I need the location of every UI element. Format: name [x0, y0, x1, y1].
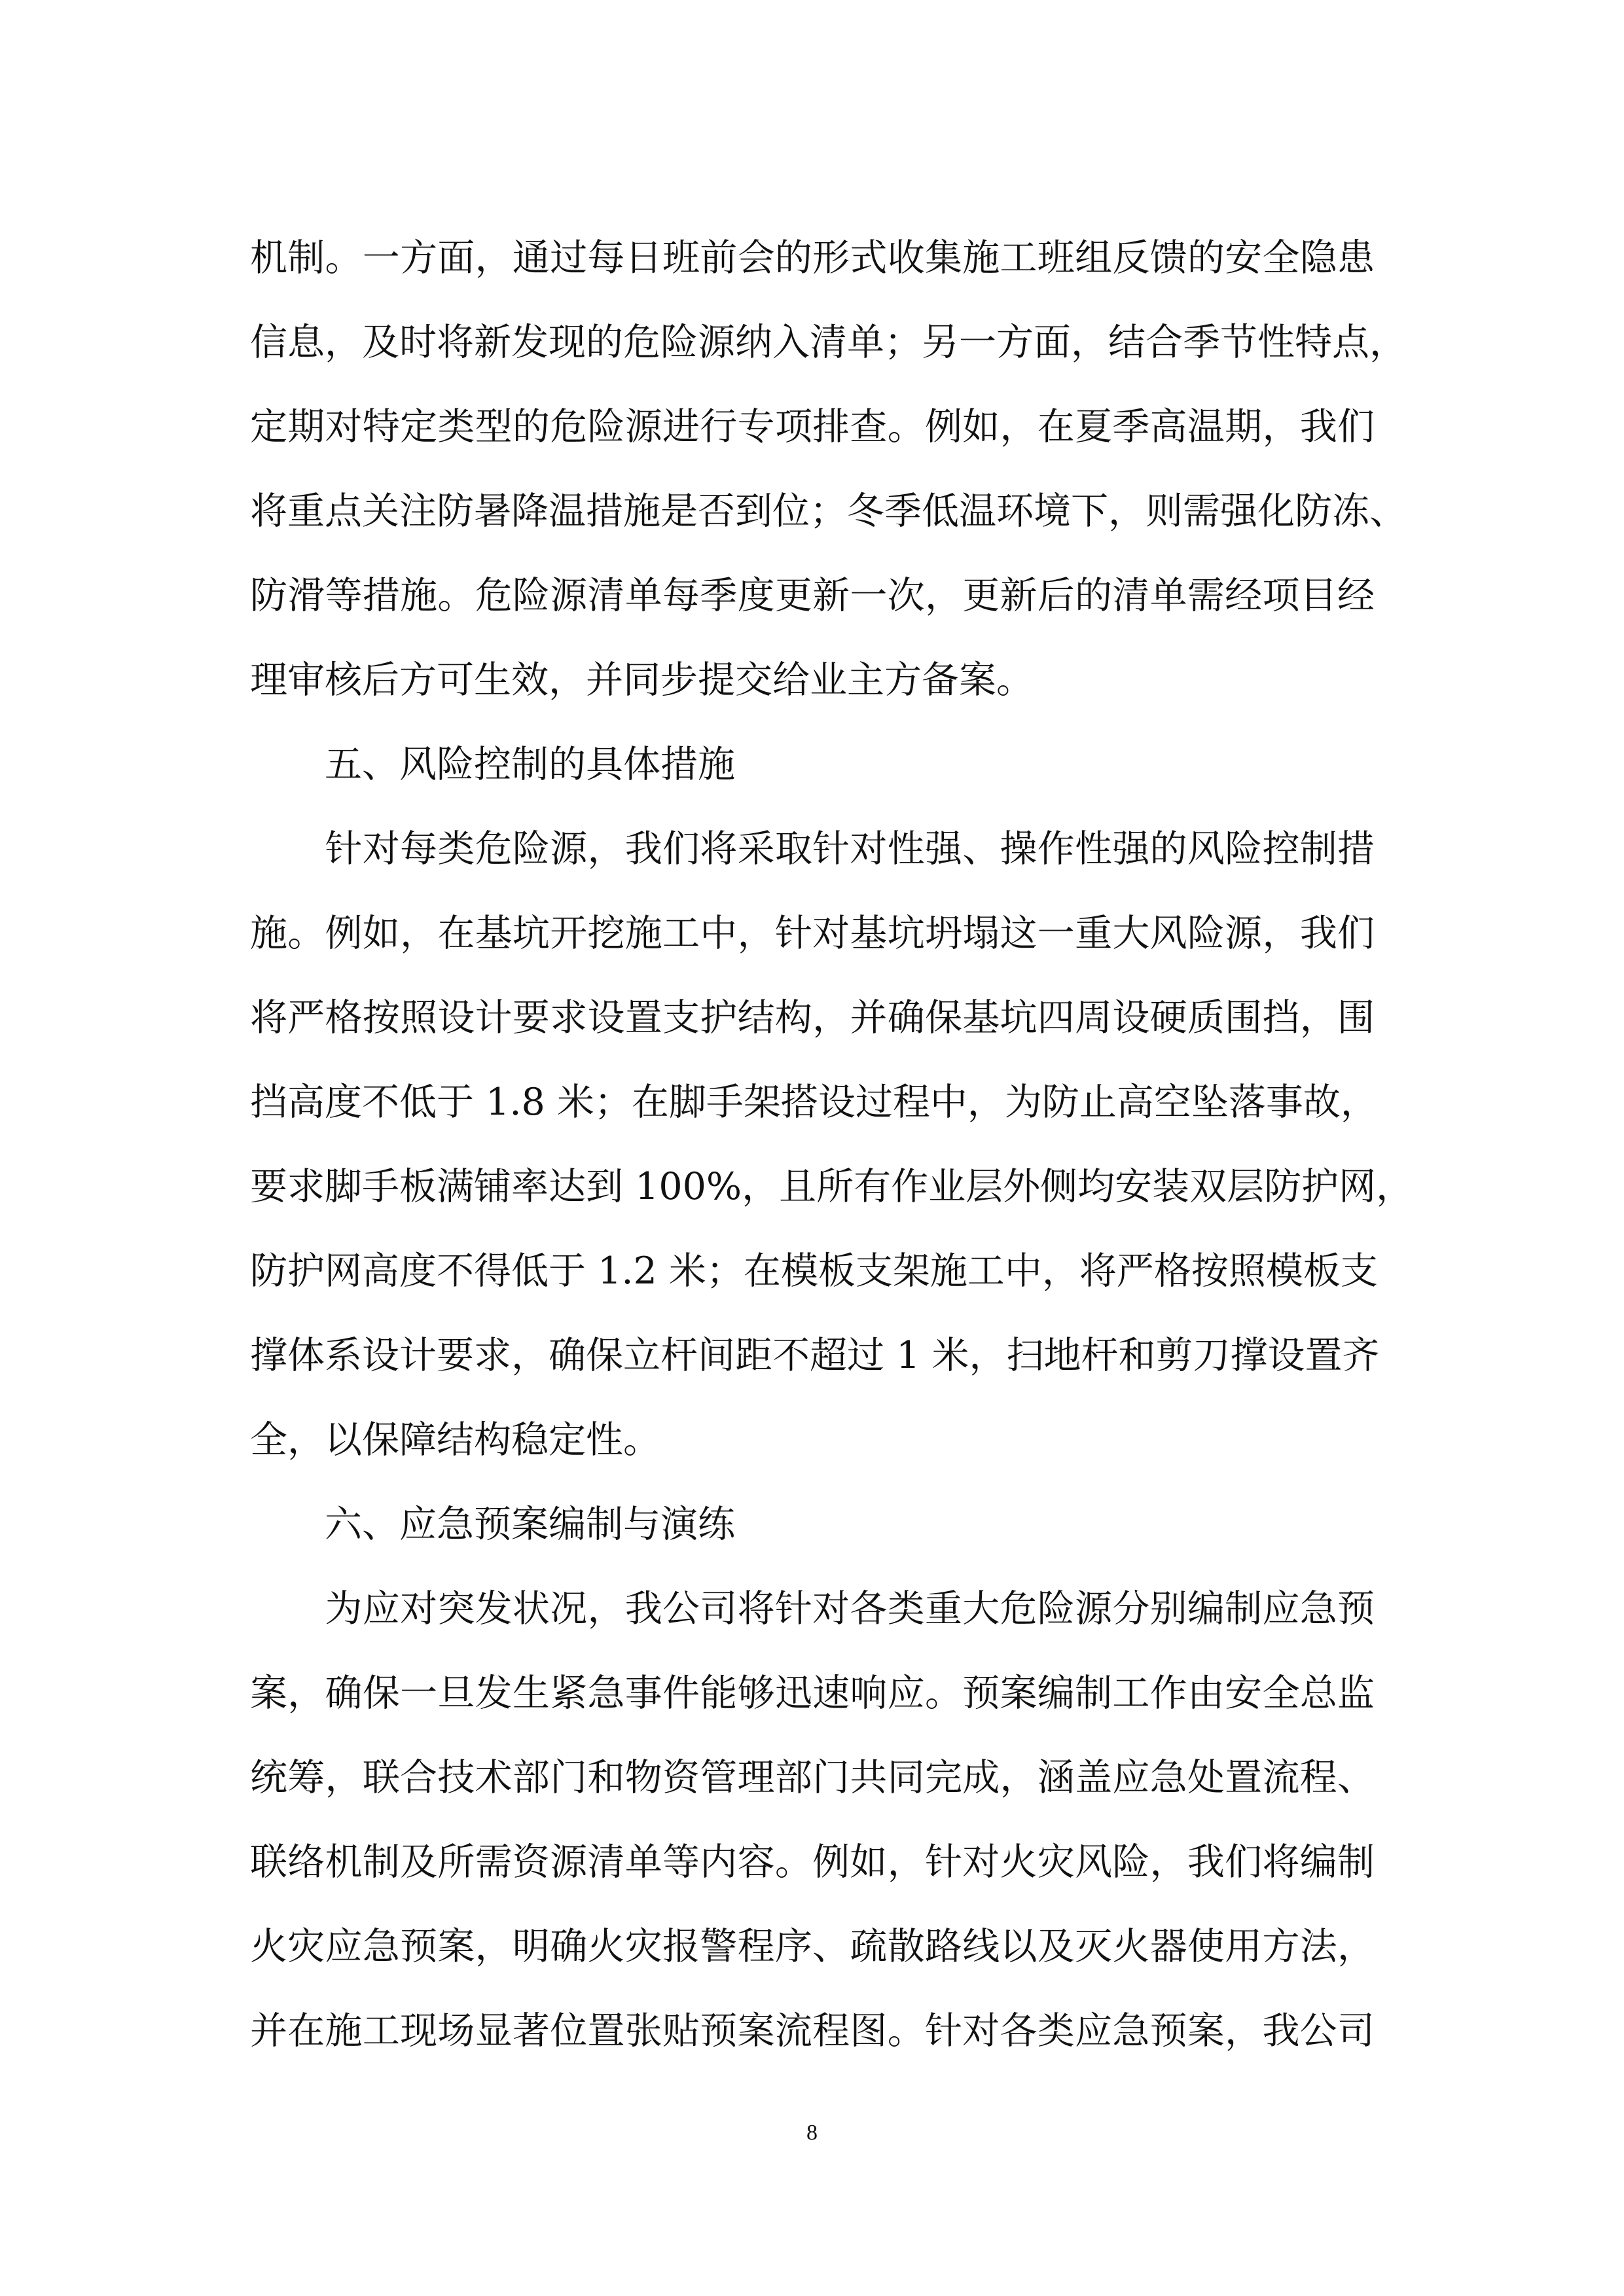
paragraph-line: 为应对突发状况，我公司将针对各类重大危险源分别编制应急预: [250, 1587, 1375, 1630]
paragraph-line: 针对每类危险源，我们将采取针对性强、操作性强的风险控制措: [250, 827, 1375, 870]
paragraph-line: 施。例如，在基坑开挖施工中，针对基坑坍塌这一重大风险源，我们: [250, 912, 1375, 955]
paragraph-line: 挡高度不低于 1.8 米；在脚手架搭设过程中，为防止高空坠落事故，: [250, 1081, 1378, 1124]
paragraph-line: 全，以保障结构稳定性。: [250, 1418, 660, 1462]
section-heading: 六、应急预案编制与演练: [325, 1503, 735, 1546]
paragraph-line: 撑体系设计要求，确保立杆间距不超过 1 米，扫地杆和剪刀撑设置齐: [250, 1334, 1380, 1377]
paragraph-line: 防护网高度不得低于 1.2 米；在模板支架施工中，将严格按照模板支: [250, 1249, 1378, 1293]
document-body: [250, 216, 1414, 2073]
section-heading: 五、风险控制的具体措施: [325, 743, 735, 786]
paragraph-line: 将重点关注防暑降温措施是否到位；冬季低温环境下，则需强化防冻、: [250, 490, 1407, 533]
paragraph-line: 要求脚手板满铺率达到 100%，且所有作业层外侧均安装双层防护网，: [250, 1165, 1414, 1208]
paragraph-line: 将严格按照设计要求设置支护结构，并确保基坑四周设硬质围挡，围: [250, 996, 1375, 1039]
paragraph-line: 防滑等措施。危险源清单每季度更新一次，更新后的清单需经项目经: [250, 574, 1375, 617]
paragraph-line: 机制。一方面，通过每日班前会的形式收集施工班组反馈的安全隐患: [250, 236, 1375, 279]
paragraph-line: 定期对特定类型的危险源进行专项排查。例如，在夏季高温期，我们: [250, 405, 1375, 448]
paragraph-line: 信息，及时将新发现的危险源纳入清单；另一方面，结合季节性特点，: [250, 321, 1407, 364]
paragraph-line: 统筹，联合技术部门和物资管理部门共同完成，涵盖应急处置流程、: [250, 1756, 1375, 1799]
paragraph-line: 火灾应急预案，明确火灾报警程序、疏散路线以及灭火器使用方法，: [250, 1925, 1375, 1968]
paragraph-line: 理审核后方可生效，并同步提交给业主方备案。: [250, 658, 1034, 702]
paragraph-line: 案，确保一旦发生紧急事件能够迅速响应。预案编制工作由安全总监: [250, 1672, 1375, 1715]
paragraph-line: 并在施工现场显著位置张贴预案流程图。针对各类应急预案，我公司: [250, 2009, 1375, 2053]
page-number: 8: [806, 2121, 818, 2145]
paragraph-line: 联络机制及所需资源清单等内容。例如，针对火灾风险，我们将编制: [250, 1840, 1375, 1884]
